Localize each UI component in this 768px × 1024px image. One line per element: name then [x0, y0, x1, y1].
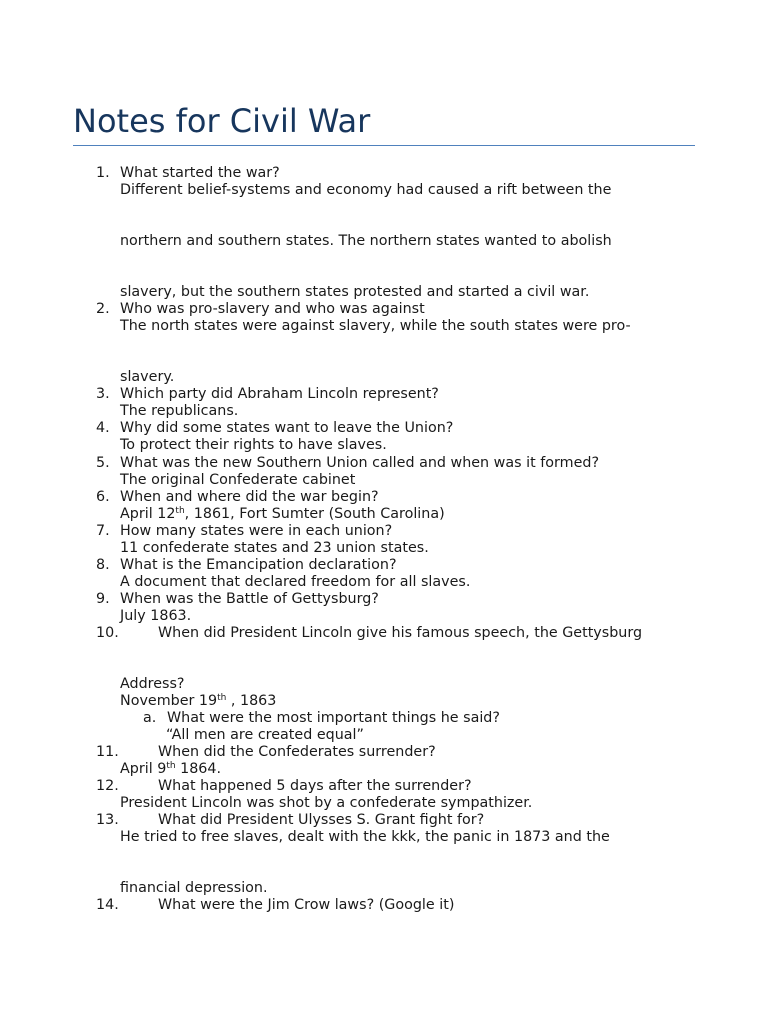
answer-line: The original Confederate cabinet	[120, 472, 356, 488]
question: When did President Lincoln give his famous speech, the Gettysburg	[158, 625, 643, 641]
answer-line	[120, 761, 221, 778]
answer-text: , 1863	[226, 693, 277, 709]
question: Which party did Abraham Lincoln represent?	[120, 386, 439, 402]
answer-line: financial depression.	[120, 880, 268, 896]
answer-text: April 12	[120, 506, 176, 522]
answer-line: The north states were against slavery, while the south states were pro-	[120, 318, 631, 334]
answer-line: President Lincoln was shot by a confederate sympathizer.	[120, 795, 533, 811]
answer-text: , 1861, Fort Sumter (South Carolina)	[184, 506, 445, 522]
item-number: 13.	[96, 812, 119, 828]
item-number: 1.	[96, 165, 110, 181]
item-number: 14.	[96, 897, 119, 913]
answer-line: 11 confederate states and 23 union states.	[120, 540, 429, 556]
answer-text: April 9	[120, 761, 167, 777]
sub-item-label: a.	[143, 710, 157, 726]
ordinal-suffix: th	[175, 506, 185, 516]
item-number: 5.	[96, 455, 110, 471]
answer-line: Different belief-systems and economy had caused a rift between the	[120, 182, 612, 198]
answer-text: 1864.	[175, 761, 222, 777]
question: What were the Jim Crow laws? (Google it)	[158, 897, 455, 913]
item-number: 3.	[96, 386, 110, 402]
answer-line: slavery, but the southern states protested and started a civil war.	[120, 284, 590, 300]
title-underline	[73, 145, 695, 146]
answer-line: July 1863.	[120, 608, 192, 624]
answer-line	[120, 506, 445, 523]
question: What is the Emancipation declaration?	[120, 557, 397, 573]
question: When was the Battle of Gettysburg?	[120, 591, 379, 607]
question: Why did some states want to leave the Union?	[120, 420, 454, 436]
item-number: 7.	[96, 523, 110, 539]
question: Address?	[120, 676, 185, 692]
sub-question: What were the most important things he said?	[167, 710, 500, 726]
item-number: 6.	[96, 489, 110, 505]
sub-answer: “All men are created equal”	[166, 727, 364, 743]
item-number: 4.	[96, 420, 110, 436]
ordinal-suffix: th	[217, 693, 227, 703]
item-number: 12.	[96, 778, 119, 794]
ordinal-suffix: th	[166, 761, 176, 771]
question: When and where did the war begin?	[120, 489, 379, 505]
answer-line: He tried to free slaves, dealt with the kkk, the panic in 1873 and the	[120, 829, 610, 845]
item-number: 11.	[96, 744, 119, 760]
answer-line: northern and southern states. The northern states wanted to abolish	[120, 233, 612, 249]
question: What did President Ulysses S. Grant fight for?	[158, 812, 485, 828]
question: When did the Confederates surrender?	[158, 744, 436, 760]
item-number: 8.	[96, 557, 110, 573]
question: What was the new Southern Union called and when was it formed?	[120, 455, 600, 471]
item-number: 9.	[96, 591, 110, 607]
document-title: Notes for Civil War	[73, 102, 371, 140]
answer-line	[120, 693, 276, 710]
answer-text: November 19	[120, 693, 218, 709]
answer-line: To protect their rights to have slaves.	[120, 437, 387, 453]
question: How many states were in each union?	[120, 523, 393, 539]
item-number: 2.	[96, 301, 110, 317]
answer-line: slavery.	[120, 369, 175, 385]
question: Who was pro-slavery and who was against	[120, 301, 425, 317]
question: What happened 5 days after the surrender?	[158, 778, 472, 794]
question: What started the war?	[120, 165, 280, 181]
answer-line: A document that declared freedom for all slaves.	[120, 574, 471, 590]
item-number: 10.	[96, 625, 119, 641]
answer-line: The republicans.	[120, 403, 239, 419]
